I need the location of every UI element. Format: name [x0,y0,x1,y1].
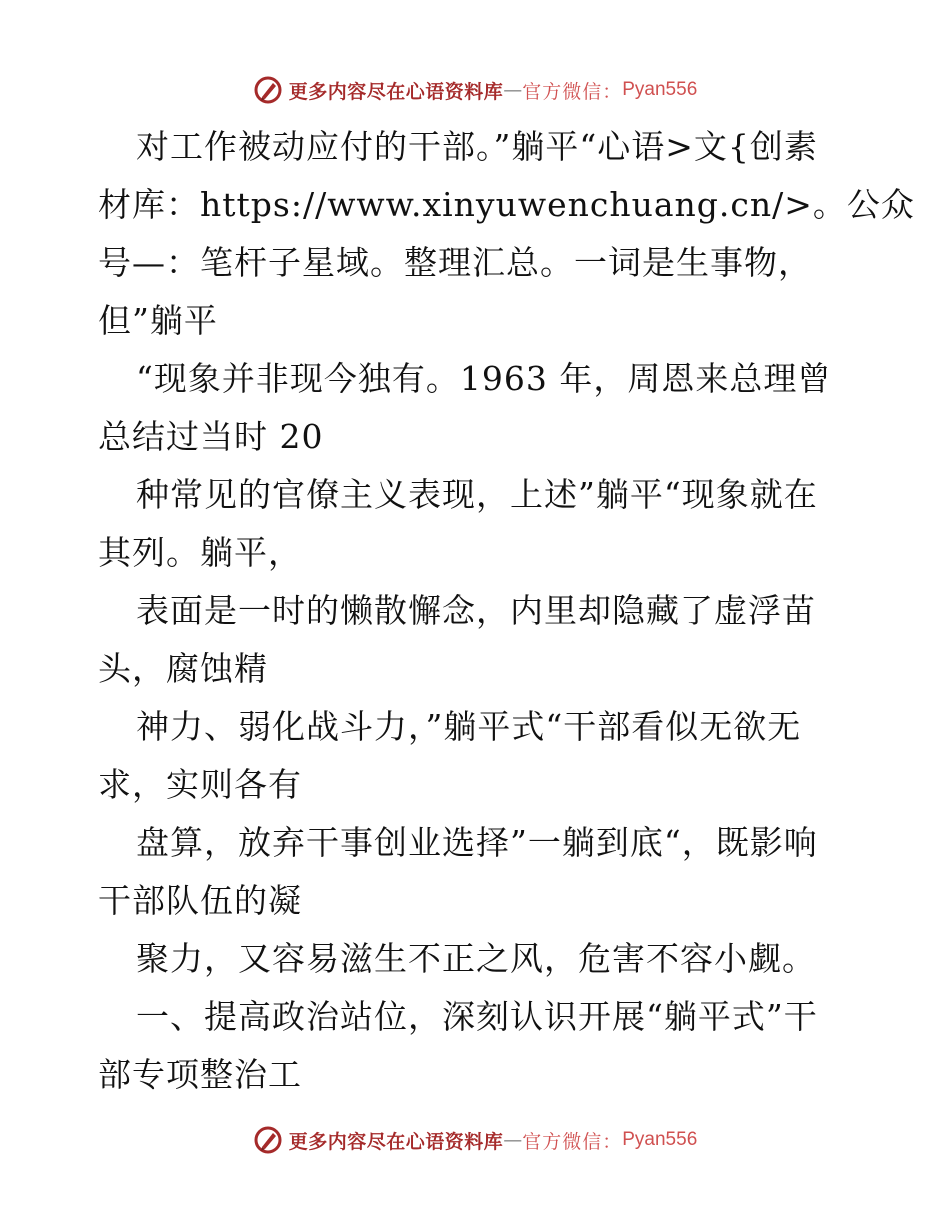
footer-separator: — [503,1129,523,1151]
text-line: 总结过当时 20 [98,417,324,456]
text-line: 其列。躺平， [98,533,302,572]
text-line: 号—：笔杆子星域。整理汇总。一词是生事物， [98,243,812,282]
text-line: 干部队伍的凝 [98,881,302,920]
header-brand-text: 更多内容尽在心语资料库 [288,80,504,103]
text-line: 表面是一时的懒散懈念，内里却隐藏了虚浮苗 [136,591,816,630]
footer-watermark [0,1120,950,1160]
text-line: 部专项整治工 [98,1055,302,1094]
pen-logo-icon [253,1125,283,1155]
section-heading-line: 一、提高政治站位，深刻认识开展“躺平式”干 [136,997,818,1036]
text-line: 盘算，放弃干事创业选择”一躺到底“，既影响 [136,823,818,862]
pen-logo-icon [253,75,283,105]
header-watermark [0,70,950,110]
text-line: 聚力，又容易滋生不正之风，危害不容小觑。 [136,939,816,978]
text-line: 求，实则各有 [98,765,302,804]
text-line: 头，腐蚀精 [98,649,268,688]
footer-wechat-label: 官方微信： [522,1130,623,1153]
text-line: 神力、弱化战斗力，”躺平式“干部看似无欲无 [136,707,802,746]
header-wechat-label: 官方微信： [522,80,623,103]
header-wechat-id: Pyan556 [622,79,698,100]
text-line: 但”躺平 [98,301,218,340]
text-line: 对工作被动应付的干部。”躺平“心语>文{创素 [136,127,818,166]
header-separator: — [503,79,523,101]
text-line: 材库：https://www.xinyuwenchuang.cn/>。公众 [98,185,915,224]
footer-brand-text: 更多内容尽在心语资料库 [288,1130,504,1153]
document-body [98,118,915,1104]
text-line: 种常见的官僚主义表现，上述”躺平“现象就在 [136,475,818,514]
text-line: “现象并非现今独有。1963 年，周恩来总理曾 [136,359,832,398]
footer-wechat-id: Pyan556 [622,1129,698,1150]
